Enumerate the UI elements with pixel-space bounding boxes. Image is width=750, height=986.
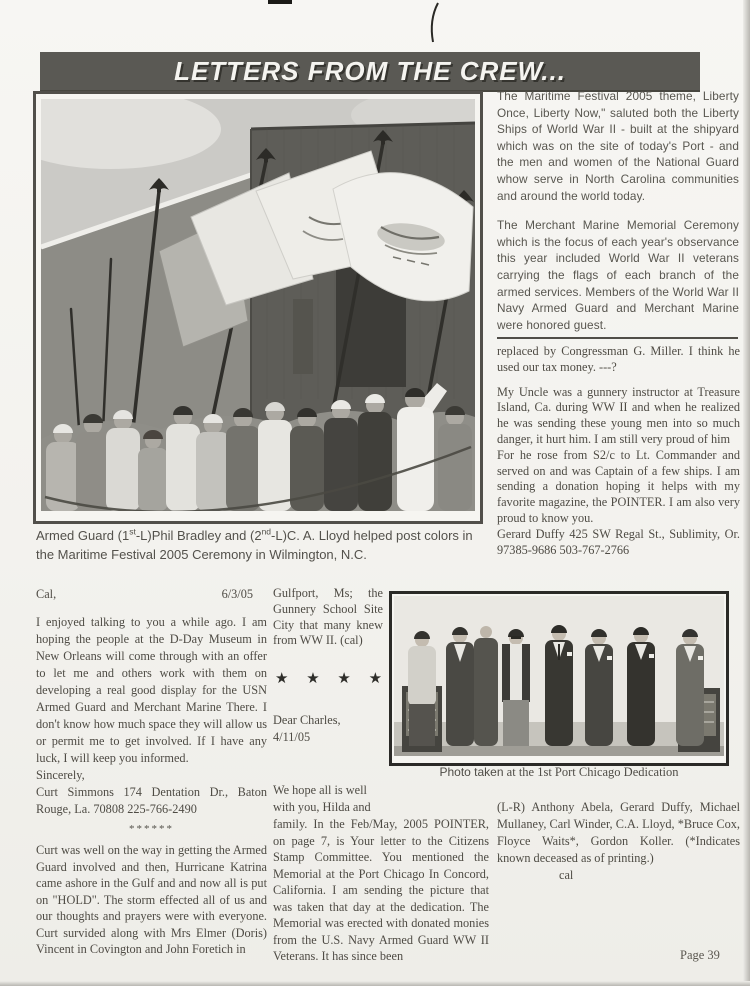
- letter-line: We hope all is well: [273, 783, 367, 797]
- small-photo-caption: [389, 765, 729, 780]
- photo-names: (L-R) Anthony Abela, Gerard Duffy, Michael Mullaney, Carl Winder, C.A. Lloyd, *Bruce Cox, Floyce Waits*, Gordon Koller. (*Indicates known deceased as of printing.): [497, 800, 740, 865]
- caption-superscript: st: [129, 526, 136, 537]
- page-number: Page 39: [680, 948, 720, 962]
- letter-closing: Sincerely,: [36, 768, 85, 782]
- intro-paragraph: The Merchant Marine Memorial Ceremony which is the focus of each year's observance this year included World War II veterans carrying the flags of each branch of the armed services. Members of the World War II Navy Armed Guard and Merchant Marine were honored guest.: [497, 218, 739, 332]
- asterisk-divider: ******: [129, 823, 174, 835]
- letter-continuation: Gulfport, Ms; the Gunnery School Site City that many knew from WW II. (cal): [273, 586, 383, 648]
- salutation-row: [36, 586, 267, 603]
- letter-date: 6/3/05: [221, 587, 253, 601]
- caption-text: Armed Guard (1: [36, 528, 130, 543]
- port-chicago-photo: [389, 591, 729, 766]
- scan-artifact-curve: [426, 2, 442, 44]
- right-column-letter: [497, 344, 740, 558]
- star-separator: ★ ★ ★ ★: [275, 671, 383, 688]
- scan-edge-right: [743, 0, 750, 986]
- letter-body: I enjoyed talking to you a while ago. I am hoping the people at the D-Day Museum in New Orleans will come through with an offer to let me and others work with them on developing a real good display for the USN Armed Guard and Merchant Marine There. I don't know how much space they will allow us or permit me to get involved. If I have any luck, I will keep you informed.: [36, 615, 267, 765]
- letter-signature: Gerard Duffy 425 SW Regal St., Sublimity, Or. 97385-9686 503-767-2766: [497, 526, 740, 557]
- banner-title: LETTERS FROM THE CREW...: [174, 56, 566, 86]
- editor-initials: cal: [559, 868, 574, 882]
- middle-column-continued: [273, 782, 489, 965]
- color-guard-photo-illustration: [41, 99, 475, 511]
- banner-letters-from-the-crew: [40, 52, 700, 92]
- caption-superscript: nd: [261, 526, 272, 537]
- editor-note: Curt was well on the way in getting the Armed Guard involved and then, Hurricane Katrina came ashore in the Gulf and and now all is put on "HOLD". The storm effected all of us and our thoughts and prayers were with everyone. Curt survided along with Mrs Elmer (Doris) Vincent in Covington and John Foretich in: [36, 843, 267, 956]
- dedication-photo-illustration: [394, 596, 724, 756]
- caption-text: -L)Phil Bradley and (2: [135, 528, 262, 543]
- letter-date: 4/11/05: [273, 730, 311, 745]
- main-photo-caption: [36, 527, 488, 564]
- middle-column: [273, 586, 383, 746]
- right-column-intro: [497, 88, 739, 346]
- letter-line: with you, Hilda and: [273, 800, 371, 814]
- letter-body: family. In the Feb/May, 2005 POINTER, on page 7, is Your letter to the Citizens Stamp Committee. You mentioned the Memorial at the Port Chicago In Concord, California. I am sending the picture that was taken that day at the dedication. The Memorial was erected with donated monies from the U.S. Navy Armed Guard WW II Veterans. It has since been: [273, 817, 489, 963]
- caption-text: at the 1st Port Chicago Dedication: [503, 765, 679, 779]
- letter-paragraph: For he rose from S2/c to Lt. Commander and served on and was Captain of a few ships. I am sending a donation hoping it helps with my favorite magazine, the POINTER. I am also very proud to know you.: [497, 447, 740, 525]
- section-divider-rule: [497, 337, 738, 339]
- salutation: Cal,: [36, 587, 57, 601]
- letter-paragraph: replaced by Congressman G. Miller. I think he used our tax money. ---?: [497, 344, 740, 374]
- caption-text: Photo taken: [439, 765, 504, 779]
- main-photo: [33, 91, 483, 524]
- intro-paragraph: The Maritime Festival 2005 theme, Liberty Once, Liberty Now," saluted both the Liberty Ships of World War II - built at the shipyard which was on the site of today's Port - and the men and women of the National Guard whow serve in North Carolina communities and around the world today.: [497, 89, 739, 203]
- letter-address: Curt Simmons 174 Dentation Dr., Baton Rouge, La. 70808 225-766-2490: [36, 785, 267, 816]
- photo-names-block: [497, 799, 740, 883]
- salutation: Dear Charles,: [273, 713, 341, 728]
- scan-artifact-tick: [268, 0, 292, 4]
- caption-text: -L)C. A. Lloyd helped post colors in the Maritime Festival 2005 Ceremony in Wilmington, N.C.: [36, 528, 473, 562]
- scan-edge-bottom: [0, 981, 750, 986]
- left-column-letter: [36, 586, 267, 958]
- letter-paragraph: My Uncle was a gunnery instructor at Treasure Island, Ca. during WW II and when he realized he was sending these young men into so much danger, it hurt him. I am still very proud of him: [497, 384, 740, 446]
